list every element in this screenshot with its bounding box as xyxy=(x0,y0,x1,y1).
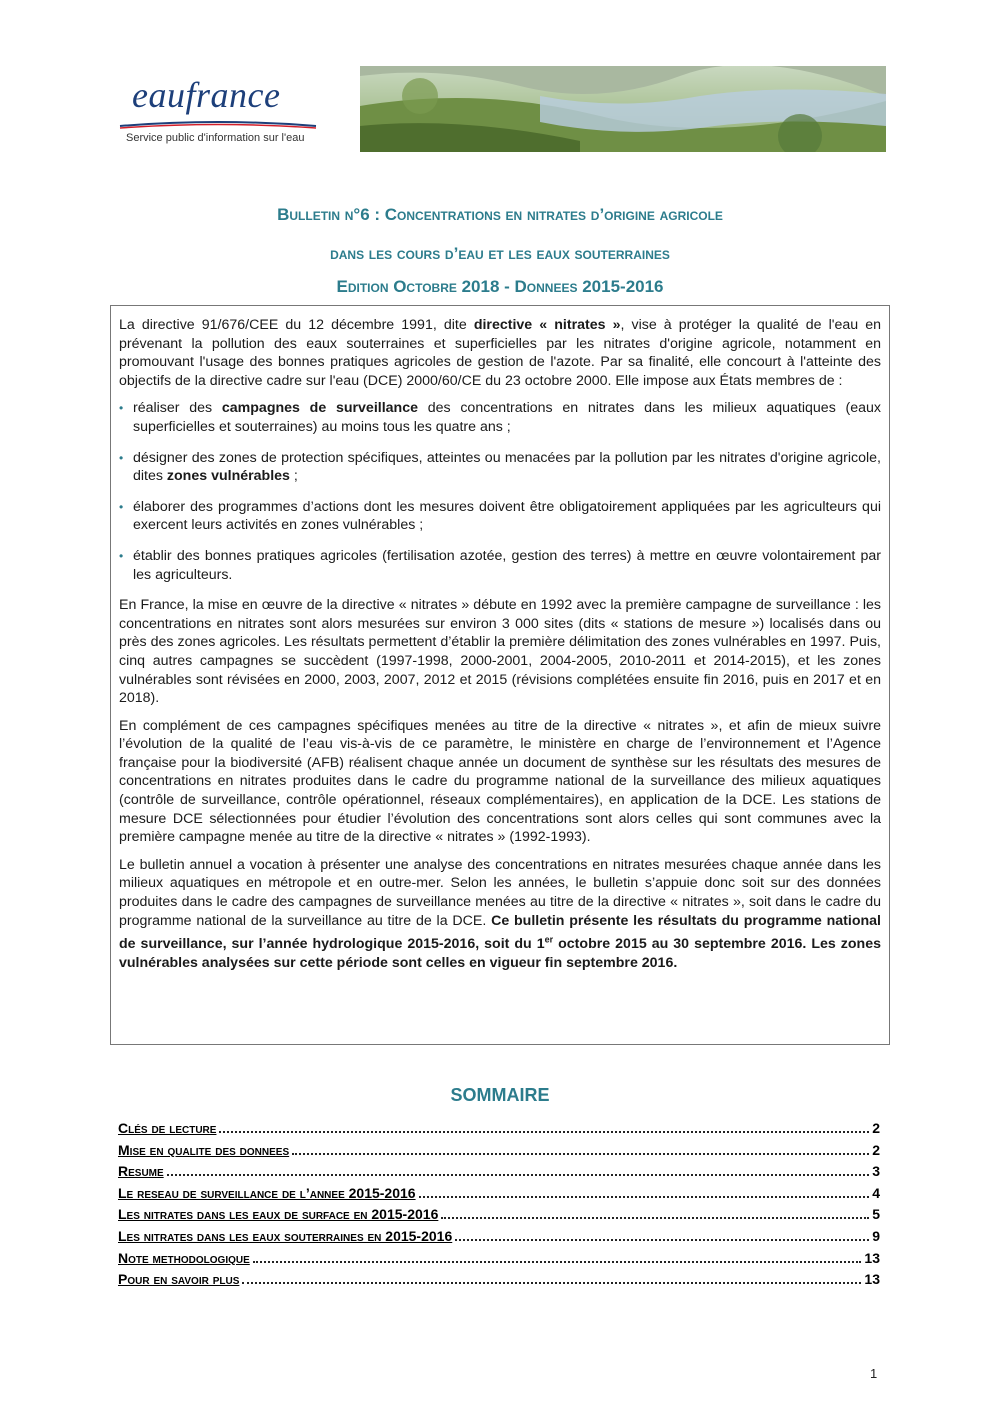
bullet-2-text: désigner des zones de protection spécifiques, atteintes ou menacées par la pollution par les nitrates d'origine agricole, dites xyxy=(133,449,881,485)
intro-p4-text: Le bulletin annuel a vocation à présenter une analyse des concentrations en nitrates mesurées chaque année dans les milieux aquatiques en métropole et en outre-mer. Selon les années, le bulletin s’appuie donc soit sur des données produites dans le cadre des campagnes de surveillance menées au titre de la directive « nitrates », soit dans le cadre du programme national de la surveillance au titre de la DCE. xyxy=(119,856,881,929)
intro-p1-text-end: , vise à protéger la qualité de l'eau en prévenant la pollution des eaux souterraines et superficielles par les nitrates d'origine agricole, notamment en promouvant l'usage des bonnes pratiques agricoles de gestion de l'azote. Par sa finalité, elle concourt à l'atteinte des objectifs de la directive cadre sur l'eau (DCE) 2000/60/CE du 23 octobre 2000. Elle impose aux États membres de : xyxy=(119,317,881,389)
bullet-2-text-end: ; xyxy=(289,468,298,485)
sommaire-title: SOMMAIRE xyxy=(450,1085,550,1105)
eaufrance-logo xyxy=(118,70,318,152)
bulletin-edition: Edition Octobre 2018 - Donnees 2015-2016 xyxy=(336,277,664,296)
logo-swoosh-icon xyxy=(118,118,318,130)
toc-label[interactable]: Mise en qualite des donnees xyxy=(118,1141,290,1158)
toc-entry[interactable] xyxy=(118,1163,880,1185)
bullet-icon: • xyxy=(119,548,124,563)
toc-entry[interactable] xyxy=(118,1206,880,1228)
logo-tagline: Service public d'information sur l'eau xyxy=(126,132,305,144)
toc-page: 13 xyxy=(864,1271,880,1288)
logo-brand: eaufrance xyxy=(132,75,281,115)
toc-entry[interactable] xyxy=(118,1271,880,1293)
intro-paragraph-1 xyxy=(119,316,881,390)
intro-p4-sup: er xyxy=(544,934,554,945)
bullet-2-bold: zones vulnérables xyxy=(166,468,290,485)
bullet-1-text: réaliser des xyxy=(133,400,222,417)
intro-paragraph-2: En France, la mise en œuvre de la directive « nitrates » débute en 1992 avec la première campagne de surveillance : les concentrations en nitrates sont alors mesurées sur environ 3 000 sites (dits « stations de mesure ») localisés dans ou près des zones agricoles. Les résultats permettent d’établir la première délimitation des zones vulnérables en 1997. Puis, cinq autres campagnes se succèdent (1997-1998, 2000-2001, 2004-2005, 2010-2011 et 2014-2015), et les zones vulnérables sont révisées en 2000, 2003, 2007, 2012 et 2015 (révisions complétées ensuite fin 2016, puis en 2017 et en 2018). xyxy=(119,597,881,707)
toc-label[interactable]: Resume xyxy=(118,1163,164,1180)
bullet-3-text: élaborer des programmes d’actions dont les mesures doivent être obligatoirement appliquées par les agriculteurs qui exercent leurs activités en zones vulnérables ; xyxy=(133,498,881,534)
intro-p1-bold: directive « nitrates » xyxy=(473,317,621,333)
bullet-icon: • xyxy=(119,401,124,416)
bullet-item xyxy=(119,498,881,535)
table-of-contents xyxy=(118,1120,880,1293)
intro-p4-bold-end: octobre 2015 au 30 septembre 2016. Les zones vulnérables analysées sur cette période sont celles en vigueur fin septembre 2016. xyxy=(119,935,881,971)
bullet-item xyxy=(119,449,881,486)
page-number: 1 xyxy=(870,1366,878,1381)
toc-page: 3 xyxy=(872,1163,880,1180)
intro-box xyxy=(110,305,890,1045)
bullet-item xyxy=(119,547,881,584)
toc-label[interactable]: Note methodologique xyxy=(118,1249,250,1266)
intro-p4-bold: Ce bulletin présente les résultats du programme national de surveillance, sur l’année hydrologique 2015-2016, soit du 1 xyxy=(119,912,881,952)
bullet-1-text-end: des concentrations en nitrates dans les milieux aquatiques (eaux superficielles et souterraines) au moins tous les quatre ans ; xyxy=(133,400,882,435)
toc-entry[interactable] xyxy=(118,1250,880,1272)
toc-entry[interactable] xyxy=(118,1185,880,1207)
bullet-1-bold: campagnes de surveillance xyxy=(221,400,418,417)
intro-paragraph-4 xyxy=(119,856,881,972)
intro-p1-text: La directive 91/676/CEE du 12 décembre 1991, dite xyxy=(119,317,474,333)
bulletin-title-line2: dans les cours d’eau et les eaux souterraines xyxy=(330,244,670,263)
toc-label[interactable]: Les nitrates dans les eaux de surface en 2015-2016 xyxy=(118,1206,439,1223)
toc-entry[interactable] xyxy=(118,1142,880,1164)
bullet-item xyxy=(119,399,881,436)
toc-entry[interactable] xyxy=(118,1120,880,1142)
bullet-icon: • xyxy=(119,499,124,514)
toc-label[interactable]: Les nitrates dans les eaux souterraines en 2015-2016 xyxy=(118,1227,453,1244)
landscape-banner-image xyxy=(360,66,886,152)
intro-paragraph-3: En complément de ces campagnes spécifiques menées au titre de la directive « nitrates », et afin de mieux suivre l’évolution de la qualité de l’eau vis-à-vis de ce paramètre, le ministère en charge de l’environnement et l’Agence française pour la biodiversité (AFB) réalisent chaque année un document de synthèse sur les résultats des mesures de concentrations en nitrates produites dans le cadre du programme national de la surveillance des milieux aquatiques (contrôle de surveillance, contrôle opérationnel, réseaux complémentaires), en application de la DCE. Les stations de mesure DCE sélectionnées pour étudier l’évolution des concentrations sont alors celles qui sont communes avec la première campagne menée au titre de la directive « nitrates » (1992-1993). xyxy=(119,717,881,846)
toc-page: 2 xyxy=(872,1141,880,1158)
bullet-icon: • xyxy=(119,450,124,465)
toc-page: 5 xyxy=(872,1206,880,1223)
toc-page: 2 xyxy=(872,1120,880,1136)
toc-page: 13 xyxy=(864,1249,880,1266)
toc-entry[interactable] xyxy=(118,1228,880,1250)
toc-label[interactable]: Le reseau de surveillance de l’annee 2015-2016 xyxy=(118,1184,416,1201)
bulletin-title-line1: Bulletin n°6 : Concentrations en nitrates d’origine agricole xyxy=(277,205,723,224)
toc-label[interactable]: Pour en savoir plus xyxy=(118,1271,240,1288)
toc-page: 9 xyxy=(872,1227,880,1244)
toc-label[interactable]: Clés de lecture xyxy=(118,1120,217,1136)
toc-page: 4 xyxy=(872,1184,880,1201)
bullet-4-text: établir des bonnes pratiques agricoles (fertilisation azotée, gestion des terres) à mettre en œuvre volontairement par les agriculteurs. xyxy=(133,547,881,583)
